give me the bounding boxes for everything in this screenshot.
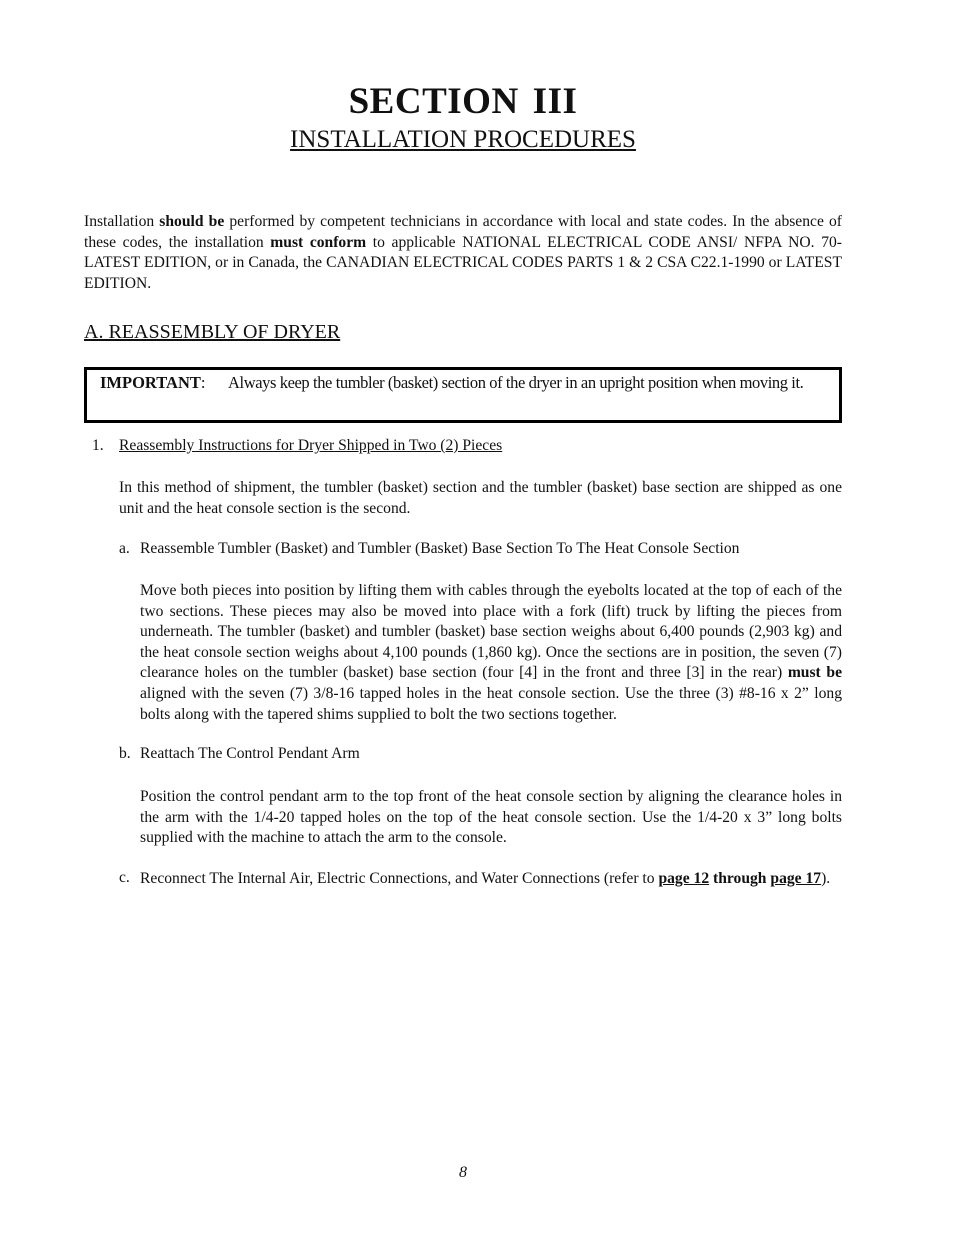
substep-a-bold: must be [787,664,842,682]
step-body: In this method of shipment, the tumbler (basket) section and the tumbler (basket) base section are shipped as one unit and the heat console section is the second. [119,479,842,517]
substep-a-title: Reassemble Tumbler (Basket) and Tumbler (Basket) Base Section To The Heat Console Section [140,540,740,557]
page-number: 8 [459,1164,467,1181]
intro-paragraph [84,212,842,294]
substep-b-body: Position the control pendant arm to the top front of the heat console section by aligning the clearance holes in the arm with the 1/4-20 tapped holes on the top of the heat console section. Use the 1/4-20 x 3” long bolts supplied with the machine to attach the arm to the console. [140,788,842,847]
page-17-link[interactable]: page 17 [770,870,822,887]
intro-bold-2: must conform [270,233,367,251]
substep-c-text-1: Reconnect The Internal Air, Electric Connections, and Water Connections (refer to [140,870,659,887]
important-text: Always keep the tumbler (basket) section of the dryer in an upright position when moving it. [228,373,804,392]
section-number: III [532,81,578,122]
important-label [100,372,205,394]
substep-a-letter: a. [119,540,130,557]
section-title [0,80,926,123]
substep-c-text [140,869,842,890]
substep-c-text-2: ). [821,870,831,887]
page-12-link[interactable]: page 12 [658,870,710,887]
intro-text-3: to applicable NATIONAL ELECTRICAL CODE ANSI/ NFPA NO. 70-LATEST EDITION, or in Canada, the CANADIAN ELECTRICAL CODES PARTS 1 & 2 CSA C22.1-1990 or LATEST EDITION. [84,233,842,292]
intro-text-1: Installation [84,213,160,230]
section-subtitle: INSTALLATION PROCEDURES [290,126,636,153]
step-number: 1. [92,437,104,454]
substep-a-text-2: aligned with the seven (7) 3/8-16 tapped holes in the heat console section. Use the three (3) #8-16 x 2” long bolts along with the tapered shims supplied to bolt the two sections together. [140,684,842,723]
substep-c-through: through [709,870,771,887]
important-notice-box [84,367,842,423]
substep-a-text-1: Move both pieces into position by lifting them with cables through the eyebolts located at the top of each of the two sections. These pieces may also be moved into place with a fork (lift) truck by lifting the pieces from underneath. The tumbler (basket) and tumbler (basket) base section weighs about 6,400 pounds (2,903 kg) and the heat console section weighs about 4,100 pounds (1,860 kg). Once the sections are in position, the seven (7) clearance holes on the tumbler (basket) base section (four [4] in the front and three [3] in the rear) [140,582,842,682]
section-word: SECTION [348,81,519,122]
important-label-text: IMPORTANT [100,373,201,392]
step-title: Reassembly Instructions for Dryer Shipped in Two (2) Pieces [119,437,503,454]
subsection-heading: A. REASSEMBLY OF DRYER [84,321,341,343]
substep-b-letter: b. [119,745,131,762]
substep-a-body [140,581,842,725]
important-colon: : [200,373,206,392]
substep-c-letter: c. [119,869,130,886]
intro-bold-1: should be [159,213,225,230]
substep-b-title: Reattach The Control Pendant Arm [140,745,360,762]
intro-text-2: performed by competent technicians in accordance with local and state codes. In the absence of these codes, the installation [84,213,842,251]
